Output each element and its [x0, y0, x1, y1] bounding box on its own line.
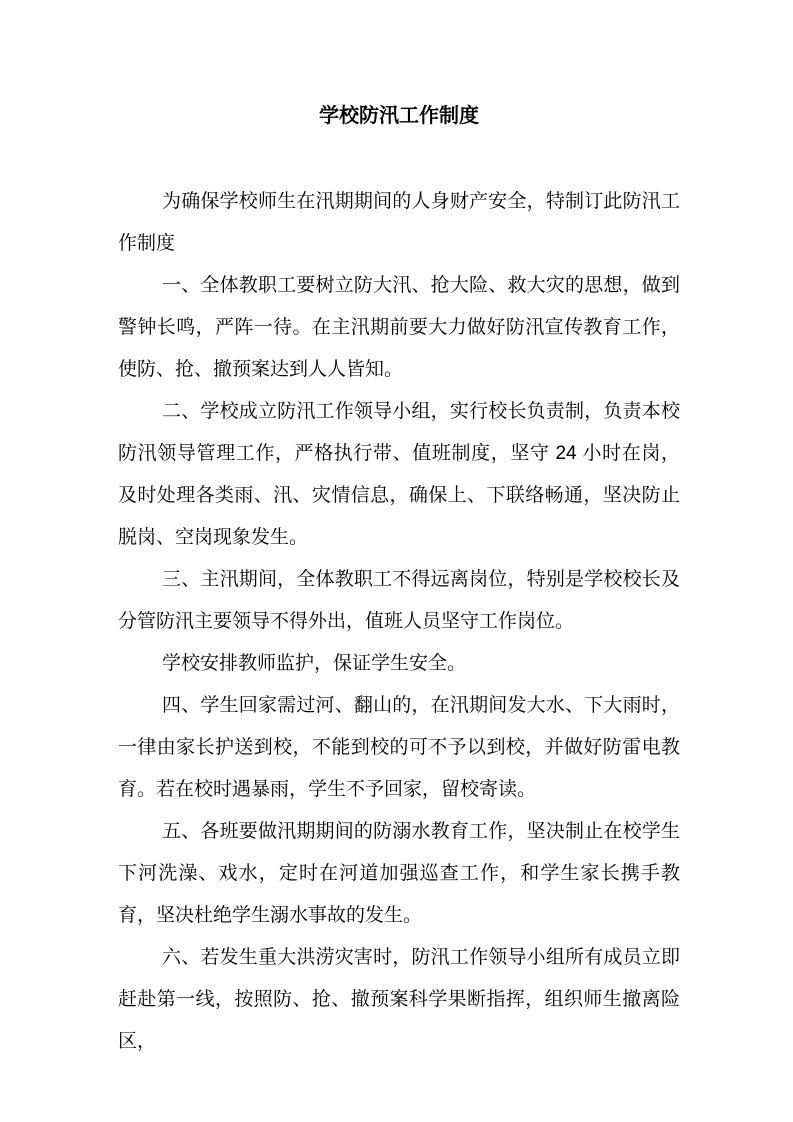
paragraph: 为确保学校师生在汛期期间的人身财产安全，特制订此防汛工作制度	[118, 191, 680, 254]
paragraph: 五、各班要做汛期期间的防溺水教育工作，坚决制止在校学生下河洗澡、戏水，定时在河道加强巡查工作，和学生家长携手教育，坚决杜绝学生溺水事故的发生。	[118, 821, 680, 926]
document-title: 学校防汛工作制度	[319, 105, 479, 127]
paragraph: 六、若发生重大洪涝灾害时，防汛工作领导小组所有成员立即赶赴第一线，按照防、抢、撤预案科学果断指挥，组织师生撤离险区，	[118, 947, 680, 1052]
paragraph: 二、学校成立防汛工作领导小组，实行校长负责制，负责本校防汛领导管理工作，严格执行带、值班制度，坚守 24 小时在岗，及时处理各类雨、汛、灾情信息，确保上、下联络畅通，坚决防止脱岗、空岗现象发生。	[118, 401, 680, 548]
paragraph: 四、学生回家需过河、翻山的，在汛期间发大水、下大雨时，一律由家长护送到校，不能到校的可不予以到校，并做好防雷电教育。若在校时遇暴雨，学生不予回家，留校寄读。	[118, 695, 680, 800]
paragraph: 一、全体教职工要树立防大汛、抢大险、救大灾的思想，做到警钟长鸣，严阵一待。在主汛期前要大力做好防汛宣传教育工作，使防、抢、撤预案达到人人皆知。	[118, 275, 680, 380]
paragraph: 学校安排教师监护，保证学生安全。	[162, 653, 467, 674]
paragraph: 三、主汛期间，全体教职工不得远离岗位，特别是学校校长及分管防汛主要领导不得外出，值班人员坚守工作岗位。	[118, 569, 680, 632]
document-body	[118, 181, 680, 1063]
